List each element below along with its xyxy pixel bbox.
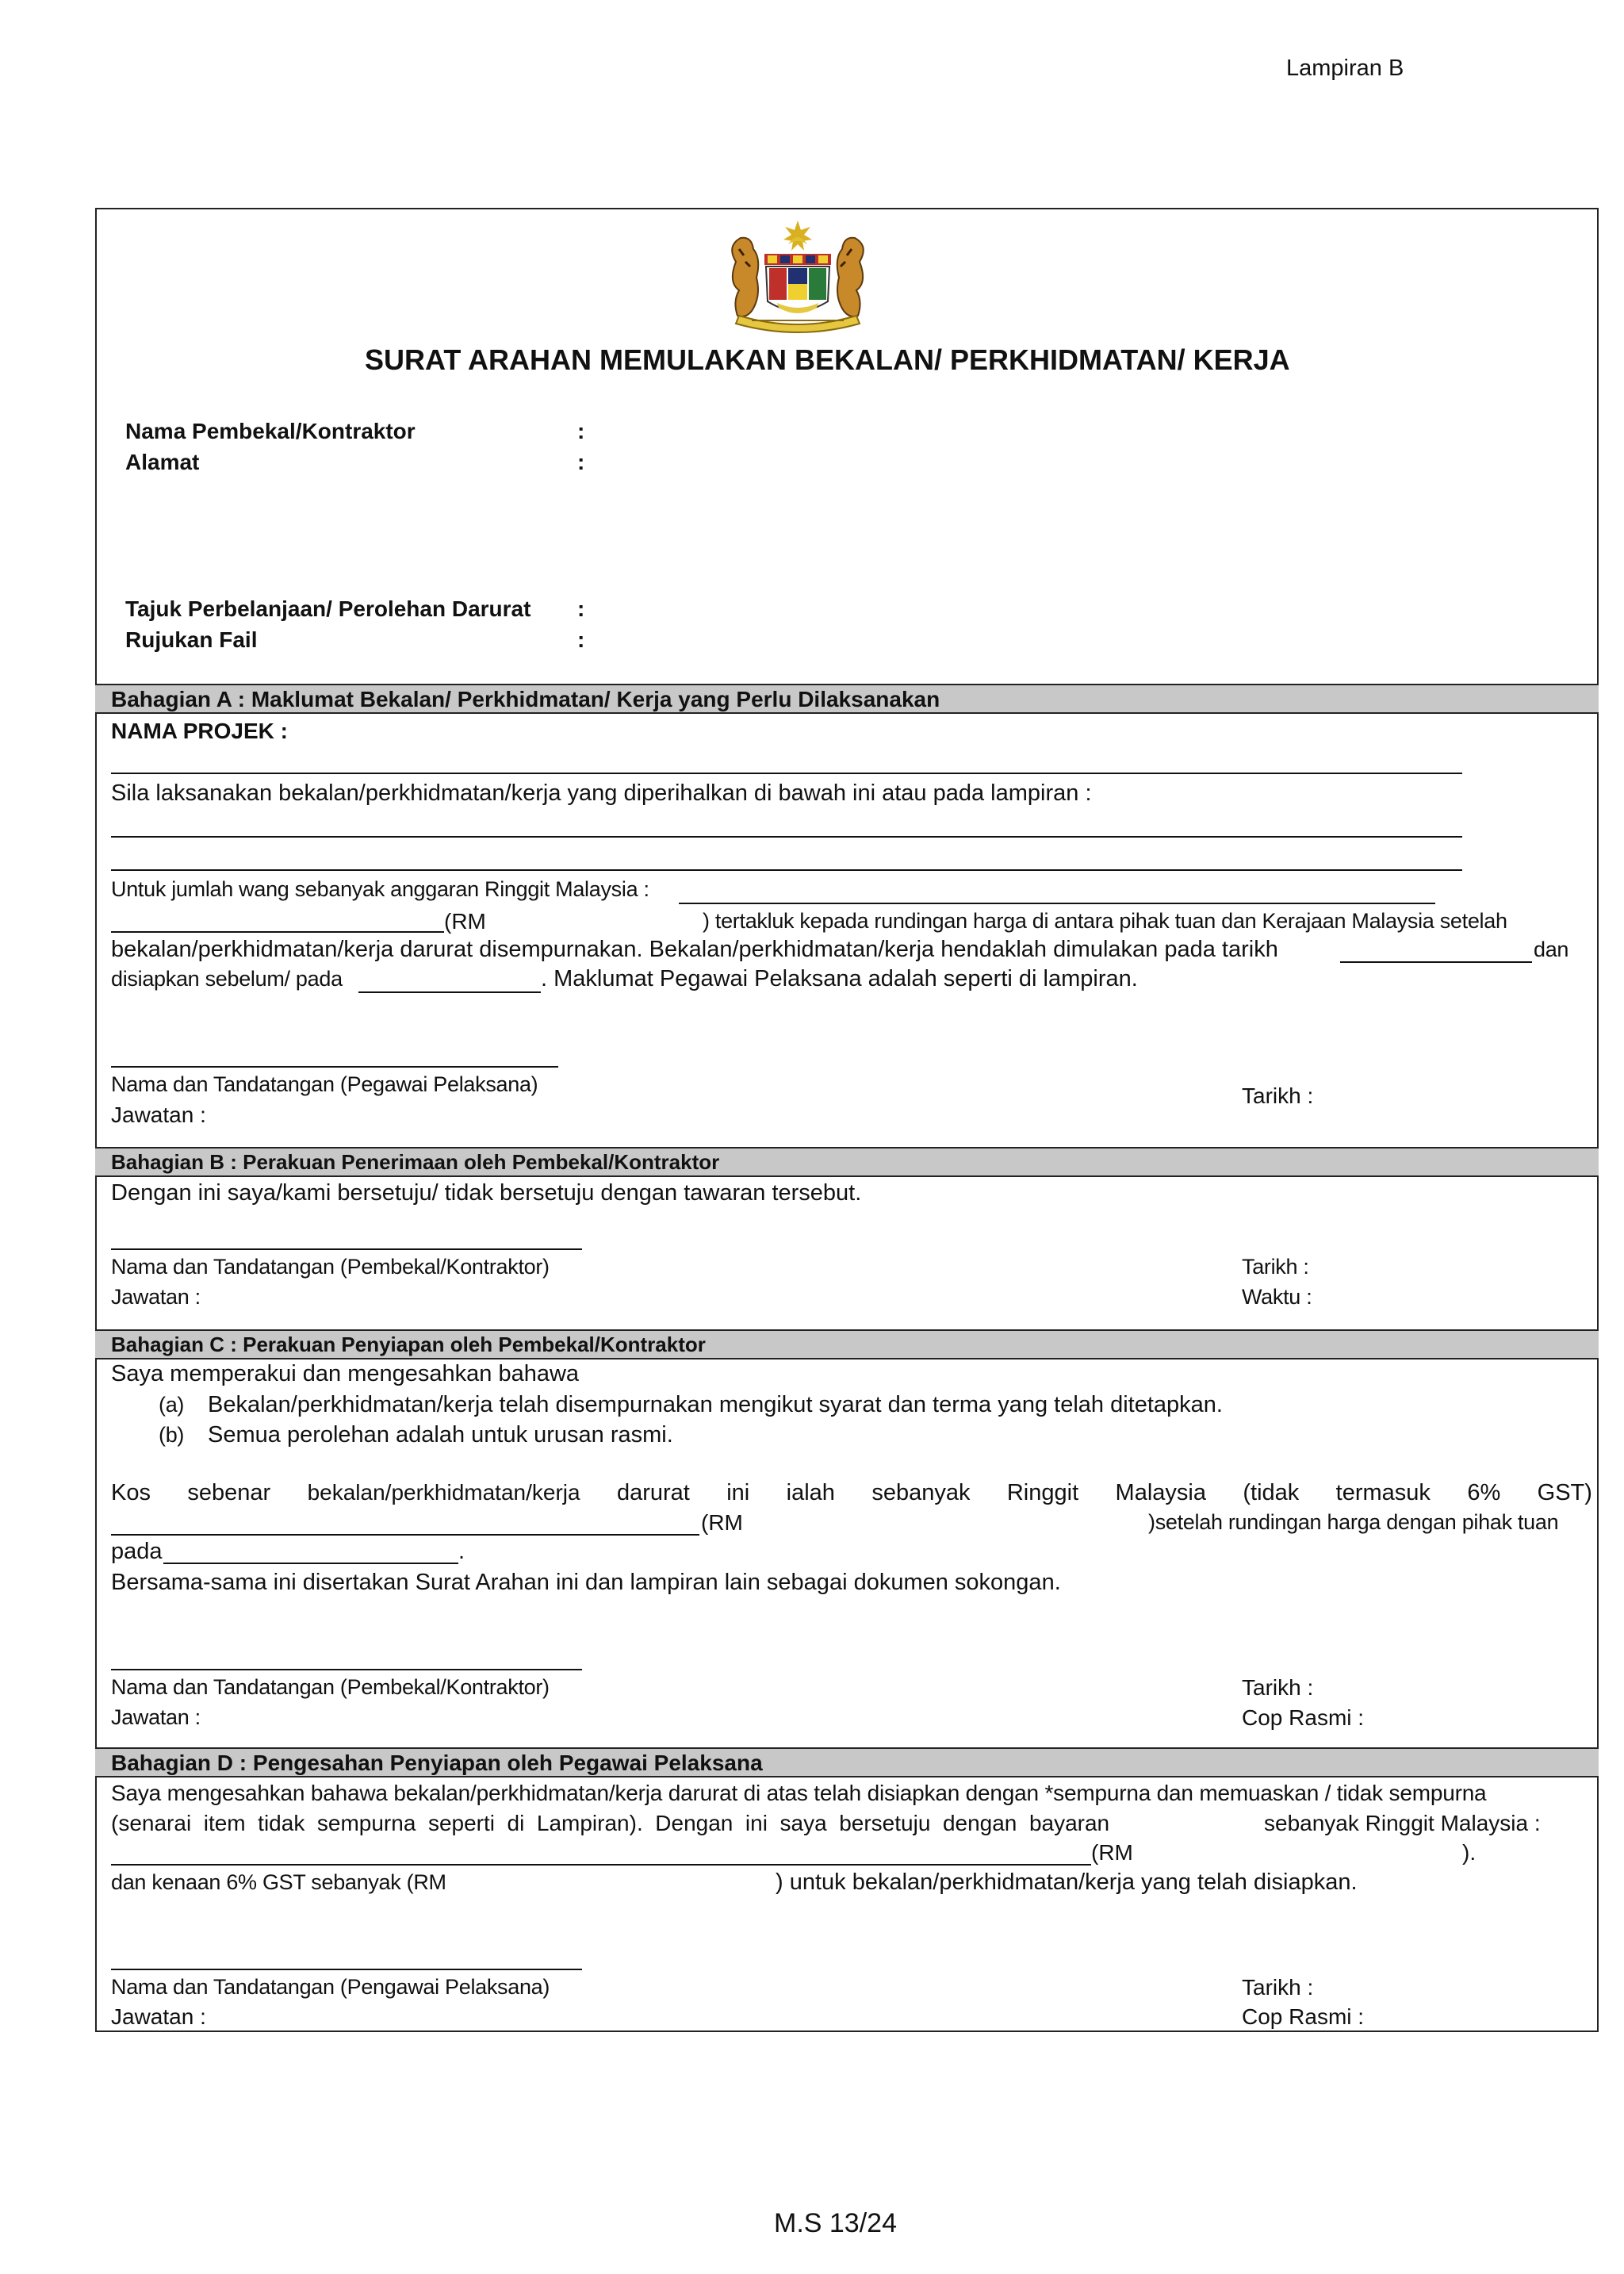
cost-word: (tidak bbox=[1243, 1480, 1300, 1505]
date-label: Tarikh : bbox=[1242, 1083, 1314, 1108]
date-label: Tarikh : bbox=[1242, 1975, 1314, 2000]
cost-line bbox=[111, 1480, 1592, 1506]
colon: : bbox=[577, 450, 585, 474]
file-ref-label: Rujukan Fail bbox=[125, 627, 258, 652]
rm-open: (RM bbox=[1091, 1840, 1133, 1865]
section-a-instruction: Sila laksanakan bekalan/perkhidmatan/kerja yang diperihalkan di bawah ini atau pada lampiran : bbox=[111, 780, 1092, 806]
cost-word: ialah bbox=[786, 1480, 835, 1505]
item-marker: (a) bbox=[159, 1393, 185, 1417]
section-c-intro: Saya memperakui dan mengesahkan bahawa bbox=[111, 1361, 580, 1386]
before-label: disiapkan sebelum/ pada bbox=[111, 967, 343, 991]
cost-word: bekalan/perkhidmatan/kerja bbox=[307, 1480, 580, 1505]
sign-label: Nama dan Tandatangan (Pembekal/Kontraktor) bbox=[111, 1255, 550, 1279]
section-a-heading: Bahagian A : Maklumat Bekalan/ Perkhidmatan/ Kerja yang Perlu Dilaksanakan bbox=[111, 687, 940, 711]
cost-word: ini bbox=[726, 1480, 750, 1505]
confirmation-line: Saya mengesahkan bahawa bekalan/perkhidmatan/kerja darurat di atas telah disiapkan dengan *sempurna dan memuaskan / tidak sempurna bbox=[111, 1781, 1487, 1805]
amount-words-line[interactable] bbox=[111, 1864, 1091, 1866]
item-marker: (b) bbox=[159, 1423, 185, 1447]
position-label: Jawatan : bbox=[111, 2004, 206, 2029]
colon: : bbox=[577, 596, 585, 621]
section-d-heading: Bahagian D : Pengesahan Penyiapan oleh Pegawai Pelaksana bbox=[111, 1751, 763, 1775]
date-label: Tarikh : bbox=[1242, 1675, 1314, 1700]
gst-close-text: ) untuk bekalan/perkhidmatan/kerja yang telah disiapkan. bbox=[776, 1869, 1358, 1895]
colon: : bbox=[577, 627, 585, 652]
supplier-label: Nama Pembekal/Kontraktor bbox=[125, 419, 416, 443]
section-c-heading: Bahagian C : Perakuan Penyiapan oleh Pembekal/Kontraktor bbox=[111, 1333, 706, 1356]
cost-word: Ringgit bbox=[1006, 1480, 1079, 1505]
subject-text: ) tertakluk kepada rundingan harga di antara pihak tuan dan Kerajaan Malaysia setelah bbox=[703, 909, 1507, 933]
sign-label: Nama dan Tandatangan (Pengawai Pelaksana) bbox=[111, 1975, 550, 1999]
rm-open: (RM bbox=[701, 1510, 743, 1535]
stamp-label: Cop Rasmi : bbox=[1242, 2004, 1365, 2029]
section-c-band bbox=[95, 1329, 1599, 1359]
period: . bbox=[458, 1539, 465, 1564]
malaysia-coat-of-arms-icon bbox=[704, 214, 891, 341]
description-line[interactable] bbox=[111, 836, 1462, 838]
section-d-band bbox=[95, 1747, 1599, 1777]
page-number: M.S 13/24 bbox=[774, 2208, 897, 2238]
confirmation-line: sebanyak Ringgit Malaysia : bbox=[1264, 1811, 1541, 1835]
rm-open: (RM bbox=[444, 909, 486, 934]
officer-info: . Maklumat Pegawai Pelaksana adalah seperti di lampiran. bbox=[541, 966, 1138, 991]
gst-text: dan kenaan 6% GST sebanyak (RM bbox=[111, 1870, 446, 1894]
colon: : bbox=[577, 419, 585, 443]
amount-words-line[interactable] bbox=[111, 931, 444, 933]
section-b-heading: Bahagian B : Perakuan Penerimaan oleh Pembekal/Kontraktor bbox=[111, 1150, 720, 1174]
annex-label: Lampiran B bbox=[1286, 56, 1404, 81]
item-text: Bekalan/perkhidmatan/kerja telah disempurnakan mengikut syarat dan terma yang telah ditetapkan. bbox=[208, 1392, 1223, 1417]
signature-line[interactable] bbox=[111, 1969, 582, 1970]
negotiation-text: )setelah rundingan harga dengan pihak tuan bbox=[1148, 1510, 1559, 1534]
completion-text: bekalan/perkhidmatan/kerja darurat disempurnakan. Bekalan/perkhidmatan/kerja hendaklah dimulakan pada tarikh bbox=[111, 937, 1278, 962]
stamp-label: Cop Rasmi : bbox=[1242, 1705, 1365, 1730]
rm-close: ). bbox=[1462, 1840, 1477, 1865]
date-label: Tarikh : bbox=[1242, 1255, 1309, 1279]
position-label: Jawatan : bbox=[111, 1285, 201, 1309]
amount-label: Untuk jumlah wang sebanyak anggaran Ringgit Malaysia : bbox=[111, 877, 649, 901]
date-line[interactable] bbox=[163, 1563, 458, 1564]
signature-line[interactable] bbox=[111, 1066, 558, 1068]
cost-word: Malaysia bbox=[1115, 1480, 1206, 1505]
cost-word: Kos bbox=[111, 1480, 151, 1505]
expense-title-label: Tajuk Perbelanjaan/ Perolehan Darurat bbox=[125, 596, 531, 621]
pada-text: pada bbox=[111, 1539, 163, 1564]
start-date-line[interactable] bbox=[1340, 961, 1532, 963]
amount-words-line[interactable] bbox=[111, 1534, 699, 1536]
sign-label: Nama dan Tandatangan (Pembekal/Kontraktor) bbox=[111, 1675, 550, 1699]
cost-word: sebanyak bbox=[871, 1480, 971, 1505]
attached-text: Bersama-sama ini disertakan Surat Arahan ini dan lampiran lain sebagai dokumen sokongan. bbox=[111, 1570, 1061, 1595]
cost-word: termasuk bbox=[1335, 1480, 1431, 1505]
confirmation-line: (senarai item tidak sempurna seperti di Lampiran). Dengan ini saya bersetuju dengan bayaran bbox=[111, 1811, 1110, 1835]
sign-label: Nama dan Tandatangan (Pegawai Pelaksana) bbox=[111, 1072, 538, 1096]
signature-line[interactable] bbox=[111, 1669, 582, 1670]
section-b-band bbox=[95, 1147, 1599, 1177]
acceptance-statement: Dengan ini saya/kami bersetuju/ tidak bersetuju dengan tawaran tersebut. bbox=[111, 1180, 862, 1206]
form-title: SURAT ARAHAN MEMULAKAN BEKALAN/ PERKHIDMATAN/ KERJA bbox=[365, 343, 1290, 376]
position-label: Jawatan : bbox=[111, 1102, 206, 1127]
cost-word: 6% bbox=[1467, 1480, 1501, 1505]
item-text: Semua perolehan adalah untuk urusan rasmi. bbox=[208, 1422, 673, 1448]
project-name-label: NAMA PROJEK : bbox=[111, 719, 288, 743]
cost-word: darurat bbox=[616, 1480, 690, 1505]
time-label: Waktu : bbox=[1242, 1285, 1312, 1309]
position-label: Jawatan : bbox=[111, 1705, 201, 1729]
signature-line[interactable] bbox=[111, 1248, 582, 1250]
project-name-line[interactable] bbox=[111, 773, 1462, 774]
section-a-band bbox=[95, 684, 1599, 714]
description-line[interactable] bbox=[111, 869, 1462, 871]
cost-word: sebenar bbox=[187, 1480, 271, 1505]
cost-word: GST) bbox=[1537, 1480, 1592, 1505]
dan-text: dan bbox=[1534, 938, 1569, 961]
amount-words-line[interactable] bbox=[679, 903, 1435, 904]
end-date-line[interactable] bbox=[358, 991, 541, 993]
address-label: Alamat bbox=[125, 450, 200, 474]
